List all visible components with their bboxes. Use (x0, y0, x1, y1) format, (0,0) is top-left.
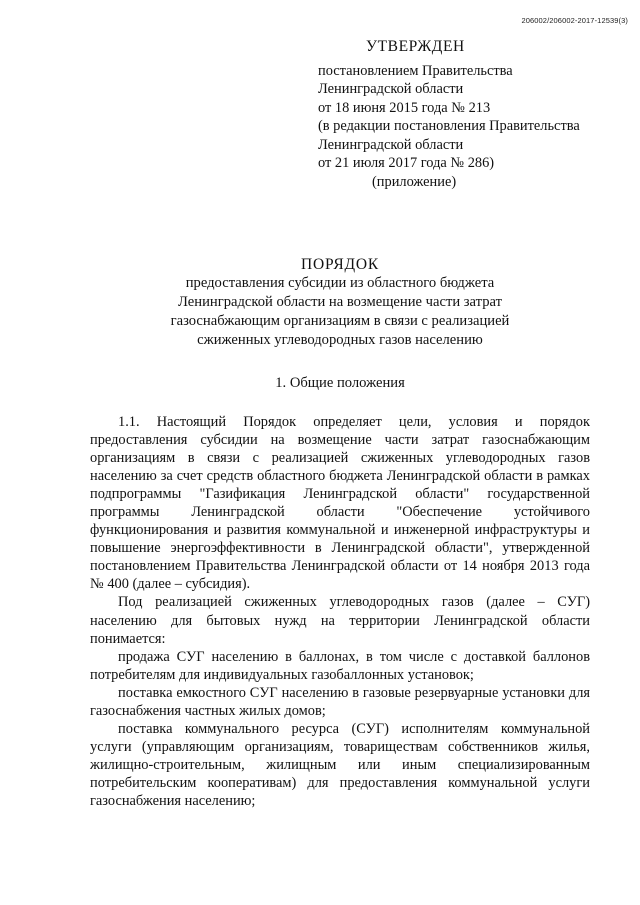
approval-appendix: (приложение) (372, 173, 457, 190)
approval-stamp (318, 38, 618, 191)
approval-line: Ленинградской области (318, 81, 464, 97)
document-subtitle-line: сжиженных углеводородных газов населению (197, 332, 483, 348)
paragraph: Под реализацией сжиженных углеводородных газов (далее – СУГ) населению для бытовых нужд на территории Ленинградской области понимается: (90, 594, 590, 647)
approval-line: от 18 июня 2015 года № 213 (318, 99, 491, 116)
approval-title: УТВЕРЖДЕН (366, 38, 465, 55)
document-code: 206002/206002-2017-12539(3) (521, 16, 628, 25)
approval-line: от 21 июля 2017 года № 286) (318, 155, 495, 171)
document-title: ПОРЯДОК (300, 256, 380, 273)
paragraph: поставка коммунального ресурса (СУГ) исполнителям коммунальной услуги (управляющим организациям, товариществам собственников жилья, жилищно-строительным, жилищным или иным специализированным потребительским кооперативам) для предоставления коммунальной услуги газоснабжения населению; (90, 720, 590, 809)
document-title-block (90, 255, 590, 350)
approval-line: Ленинградской области (318, 136, 464, 153)
paragraph: 1.1. Настоящий Порядок определяет цели, условия и порядок предоставления субсидии на возмещение части затрат газоснабжающим организациям в связи с реализацией сжиженных углеводородных газов населению за счет средств областного бюджета Ленинградской области в рамках подпрограммы "Газификация Ленинградской области" государственной программы Ленинградской области "Обеспечение устойчивого функционирования и развития коммунальной и инженерной инфраструктуры и повышение энергоэффективности в Ленинградской области", утвержденной постановлением Правительства Ленинградской области от 14 ноября 2013 года № 400 (далее – субсидия). (90, 414, 590, 593)
paragraph: продажа СУГ населению в баллонах, в том числе с доставкой баллонов потребителям для индивидуальных газобаллонных установок; (90, 648, 590, 683)
approval-line: постановлением Правительства (318, 62, 513, 79)
paragraph: поставка емкостного СУГ населению в газовые резервуарные установки для газоснабжения частных жилых домов; (90, 684, 590, 719)
document-body (90, 413, 590, 810)
document-subtitle-line: газоснабжающим организациям в связи с реализацией (170, 313, 510, 329)
approval-line: (в редакции постановления Правительства (318, 118, 580, 134)
document-subtitle-line: Ленинградской области на возмещение части затрат (178, 294, 502, 310)
document-subtitle-line: предоставления субсидии из областного бюджета (185, 275, 495, 291)
section-title: 1. Общие положения (275, 375, 405, 391)
